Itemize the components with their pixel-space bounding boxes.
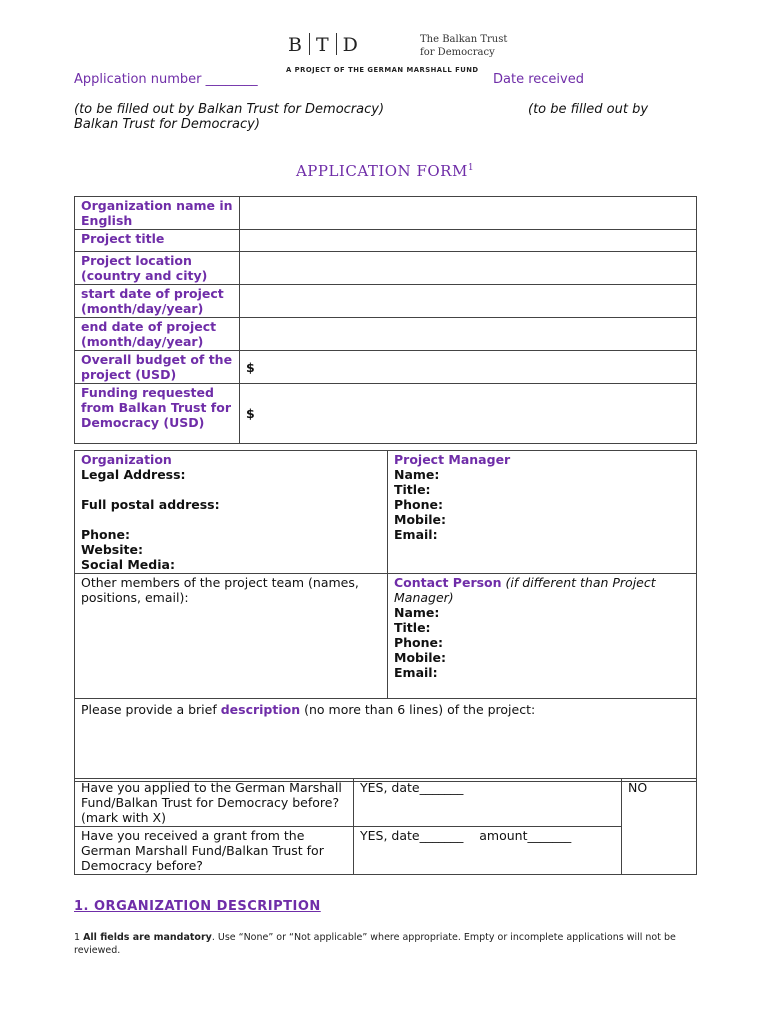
pm-mobile-label: Mobile: xyxy=(394,512,447,527)
organization-cell[interactable] xyxy=(75,451,388,574)
description-prompt: Please provide a brief xyxy=(81,702,221,717)
footnote-text: . Use “None” or “Not applicable” where appropriate. Empty or incomplete applications will not be reviewed. xyxy=(74,932,676,956)
question-received-grant: Have you received a grant from the German Marshall Fund/Balkan Trust for Democracy before? xyxy=(75,827,354,875)
row-label: Project location (country and city) xyxy=(75,252,240,285)
description-prompt-rest: (no more than 6 lines) of the project: xyxy=(300,702,536,717)
applied-yes-date-field[interactable]: YES, date_______ xyxy=(354,779,622,827)
organization-heading: Organization xyxy=(81,452,172,467)
pm-phone-label: Phone: xyxy=(394,497,444,512)
row-value-field[interactable]: $ xyxy=(240,384,697,444)
project-info-table xyxy=(74,196,697,444)
row-label: start date of project (month/day/year) xyxy=(75,285,240,318)
table-row xyxy=(75,197,697,230)
team-members-label: Other members of the project team (names, positions, email): xyxy=(81,575,359,605)
postal-address-label: Full postal address: xyxy=(81,497,220,512)
fill-note-right: (to be filled out by xyxy=(528,102,649,117)
row-value-field[interactable] xyxy=(240,230,697,252)
phone-label: Phone: xyxy=(81,527,131,542)
row-value-field[interactable] xyxy=(240,285,697,318)
social-media-label: Social Media: xyxy=(81,557,175,572)
description-cell[interactable] xyxy=(75,699,697,782)
cp-mobile-label: Mobile: xyxy=(394,650,447,665)
contact-person-heading: Contact Person xyxy=(394,575,502,590)
website-label: Website: xyxy=(81,542,143,557)
project-manager-heading: Project Manager xyxy=(394,452,511,467)
fill-note-left: (to be filled out by Balkan Trust for Democracy) xyxy=(74,102,385,117)
contact-info-table xyxy=(74,450,697,782)
pm-name-label: Name: xyxy=(394,467,440,482)
row-value-field[interactable] xyxy=(240,252,697,285)
contact-person-note: (if different than Project Manager) xyxy=(394,575,656,605)
row-label: end date of project (month/day/year) xyxy=(75,318,240,351)
footnote-marker: 1 xyxy=(467,163,475,173)
table-row xyxy=(75,230,697,252)
team-members-cell[interactable] xyxy=(75,574,388,699)
questions-table xyxy=(74,778,697,875)
pm-title-label: Title: xyxy=(394,482,431,497)
footnote-bold: All fields are mandatory xyxy=(83,932,212,943)
contact-person-cell[interactable] xyxy=(388,574,697,699)
table-row xyxy=(75,351,697,384)
row-label: Project title xyxy=(75,230,240,252)
row-label: Organization name in English xyxy=(75,197,240,230)
logo-name: The Balkan Trust for Democracy xyxy=(420,34,508,58)
description-keyword: description xyxy=(220,702,301,717)
row-value-field[interactable]: $ xyxy=(240,351,697,384)
table-row xyxy=(75,574,697,699)
table-row xyxy=(75,699,697,782)
grant-yes-date: YES, date_______ xyxy=(360,828,464,843)
logo-tagline: A PROJECT OF THE GERMAN MARSHALL FUND xyxy=(286,66,479,74)
cp-name-label: Name: xyxy=(394,605,440,620)
pm-email-label: Email: xyxy=(394,527,438,542)
applied-no-field[interactable]: NO xyxy=(622,779,697,875)
fill-note-left-cont: Balkan Trust for Democracy) xyxy=(74,117,260,132)
date-received-label: Date received xyxy=(493,72,584,87)
row-label: Funding requested from Balkan Trust for Democracy (USD) xyxy=(75,384,240,444)
btd-logo xyxy=(284,30,508,76)
table-row xyxy=(75,252,697,285)
application-number-label: Application number ________ xyxy=(74,72,258,87)
question-applied: Have you applied to the German Marshall Fund/Balkan Trust for Democracy before? (mark with X) xyxy=(75,779,354,827)
legal-address-label: Legal Address: xyxy=(81,467,186,482)
logo-letters: B T D xyxy=(288,34,359,56)
table-row xyxy=(75,318,697,351)
cp-phone-label: Phone: xyxy=(394,635,444,650)
table-row xyxy=(75,285,697,318)
project-manager-cell[interactable] xyxy=(388,451,697,574)
footnote-number: 1 xyxy=(74,932,81,943)
table-row xyxy=(75,827,697,875)
cp-title-label: Title: xyxy=(394,620,431,635)
table-row xyxy=(75,384,697,444)
grant-yes-field[interactable] xyxy=(354,827,622,875)
cp-email-label: Email: xyxy=(394,665,438,680)
footnote xyxy=(74,931,697,957)
table-row xyxy=(75,451,697,574)
grant-amount: amount_______ xyxy=(479,828,572,843)
page-title: APPLICATION FORM$^1$ xyxy=(295,162,475,180)
section-heading: 1. ORGANIZATION DESCRIPTION xyxy=(74,899,321,914)
row-value-field[interactable] xyxy=(240,318,697,351)
row-value-field[interactable] xyxy=(240,197,697,230)
row-label: Overall budget of the project (USD) xyxy=(75,351,240,384)
table-row xyxy=(75,779,697,827)
